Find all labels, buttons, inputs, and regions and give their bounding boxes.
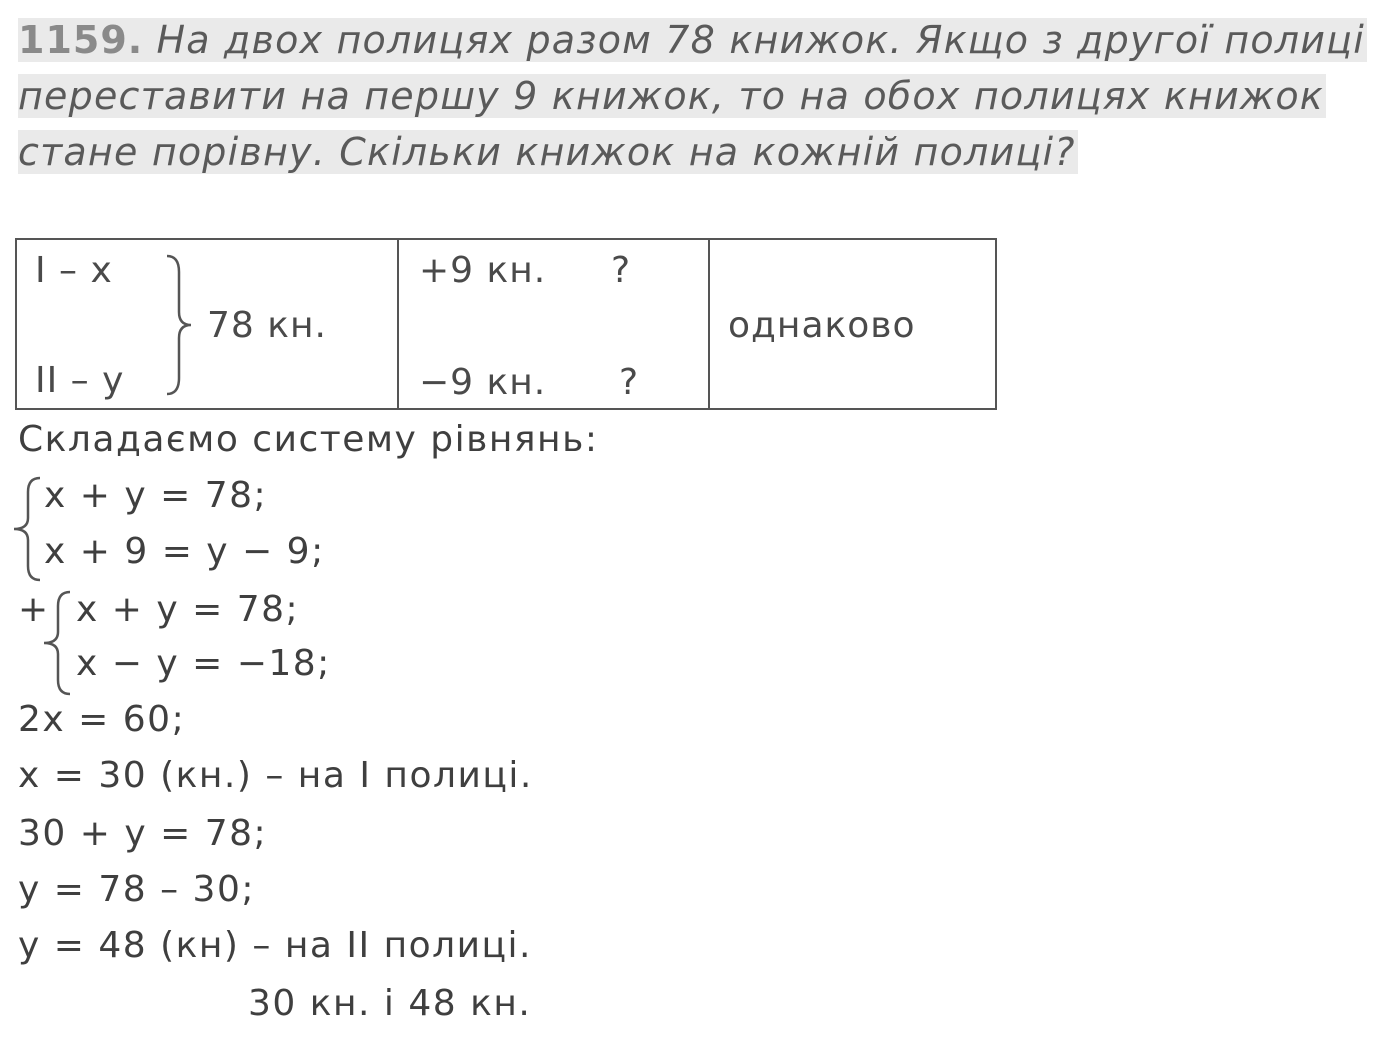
question-1: ?	[611, 250, 632, 291]
step-4: y = 78 – 30;	[18, 869, 255, 910]
system-1-equation-2: x + 9 = y − 9;	[44, 531, 325, 572]
shelf-2-label: II – y	[35, 360, 125, 401]
step-2: x = 30 (кн.) – на I полиці.	[18, 755, 533, 796]
answer: 30 кн. і 48 кн.	[248, 983, 532, 1024]
left-brace-icon	[38, 588, 78, 698]
plus-nine-label: +9 кн.	[419, 250, 547, 291]
question-2: ?	[619, 362, 640, 403]
step-1: 2x = 60;	[18, 699, 186, 740]
scheme-cell-result	[709, 239, 996, 409]
shelf-1-label: I – x	[35, 250, 113, 291]
scheme-cell-shelves	[16, 239, 398, 409]
total-label: 78 кн.	[207, 305, 327, 346]
right-brace-icon	[157, 250, 207, 400]
plus-sign: +	[18, 589, 50, 630]
scheme-cell-move	[398, 239, 709, 409]
minus-nine-label: −9 кн.	[419, 362, 547, 403]
problem-number: 1159.	[18, 18, 144, 62]
problem-text-2: переставити на першу 9 книжок, то на обох полицях книжок	[18, 74, 1324, 118]
result-label: однаково	[728, 305, 916, 346]
system-2-equation-1: x + y = 78;	[76, 589, 300, 630]
step-5: y = 48 (кн) – на II полиці.	[18, 925, 533, 966]
left-brace-icon	[8, 474, 48, 584]
scheme-table	[15, 238, 997, 410]
problem-line-3	[18, 124, 1368, 180]
problem-line-1	[18, 12, 1368, 68]
system-2-equation-2: x − y = −18;	[76, 643, 331, 684]
system-1-equation-1: x + y = 78;	[44, 475, 268, 516]
problem-text-3: стане порівну. Скільки книжок на кожній полиці?	[18, 130, 1076, 174]
solution-heading: Складаємо систему рівнянь:	[18, 419, 599, 460]
problem-text-1: На двох полицях разом 78 книжок. Якщо з другої полиці	[156, 18, 1366, 62]
step-3: 30 + y = 78;	[18, 813, 268, 854]
problem-statement	[18, 12, 1368, 180]
problem-line-2	[18, 68, 1368, 124]
